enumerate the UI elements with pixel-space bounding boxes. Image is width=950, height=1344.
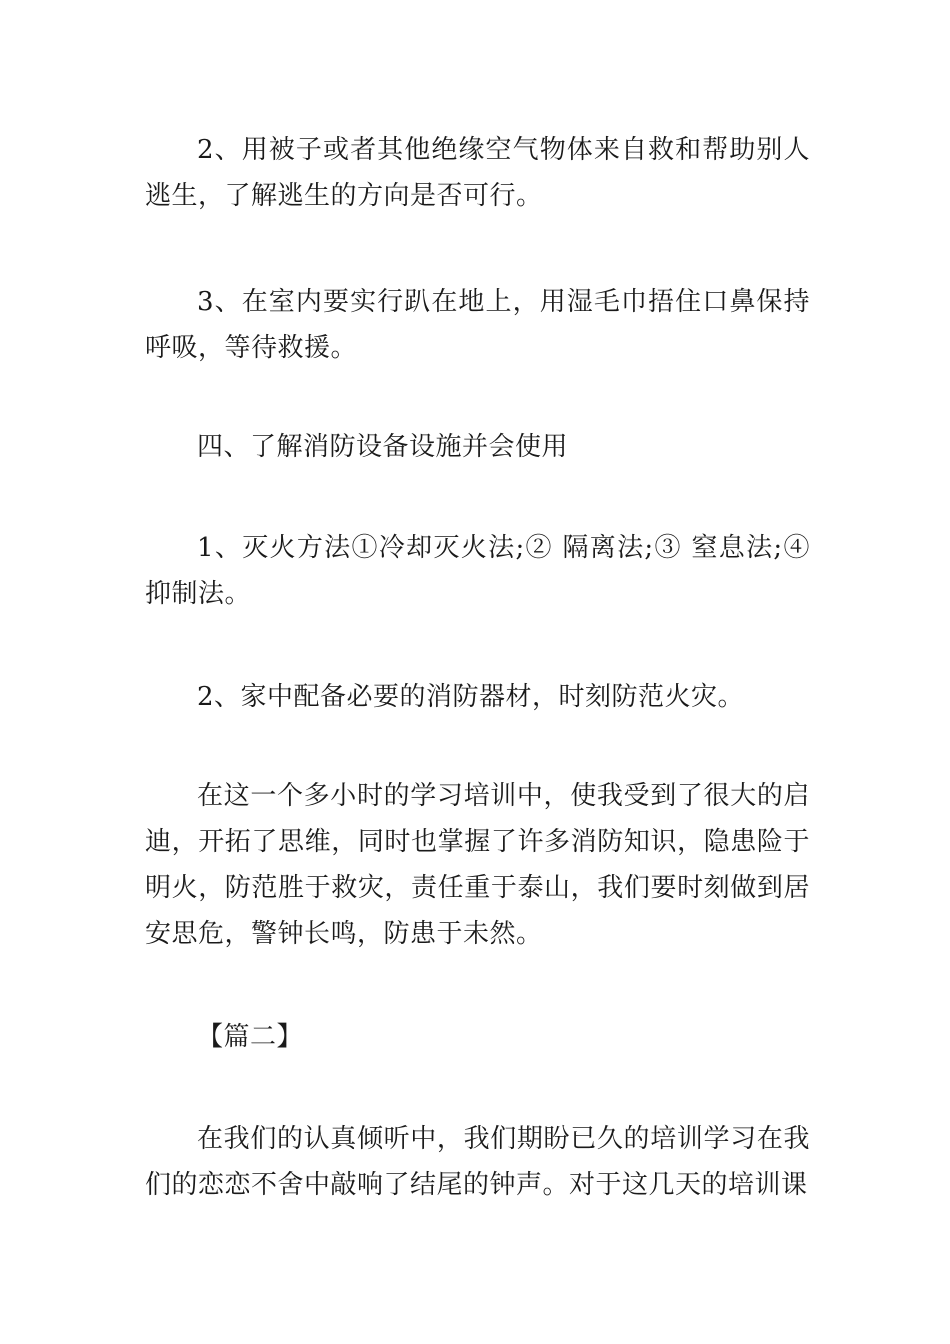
section-heading-fire-equipment: 四、了解消防设备设施并会使用 bbox=[197, 432, 569, 462]
paragraph-escape-method-2: 2、用被子或者其他绝缘空气物体来自救和帮助别人逃生，了解逃生的方向是否可行。 bbox=[145, 135, 810, 211]
section-heading-part-two: 【篇二】 bbox=[197, 1022, 304, 1052]
paragraph-home-equipment: 2、家中配备必要的消防器材，时刻防范火灾。 bbox=[197, 682, 745, 712]
paragraph-training-summary: 在这一个多小时的学习培训中，使我受到了很大的启迪，开拓了思维，同时也掌握了许多消防知识，隐患险于明火，防范胜于救灾，责任重于泰山，我们要时刻做到居安思危，警钟长鸣，防患于未然。 bbox=[145, 781, 810, 949]
paragraph-extinguishing-methods: 1、灭火方法①冷却灭火法;② 隔离法;③ 窒息法;④ 抑制法。 bbox=[145, 533, 810, 609]
paragraph-escape-method-3: 3、在室内要实行趴在地上，用湿毛巾捂住口鼻保持呼吸，等待救援。 bbox=[145, 287, 810, 363]
paragraph-part-two-intro: 在我们的认真倾听中，我们期盼已久的培训学习在我们的恋恋不舍中敲响了结尾的钟声。对于这几天的培训课 bbox=[145, 1124, 810, 1200]
